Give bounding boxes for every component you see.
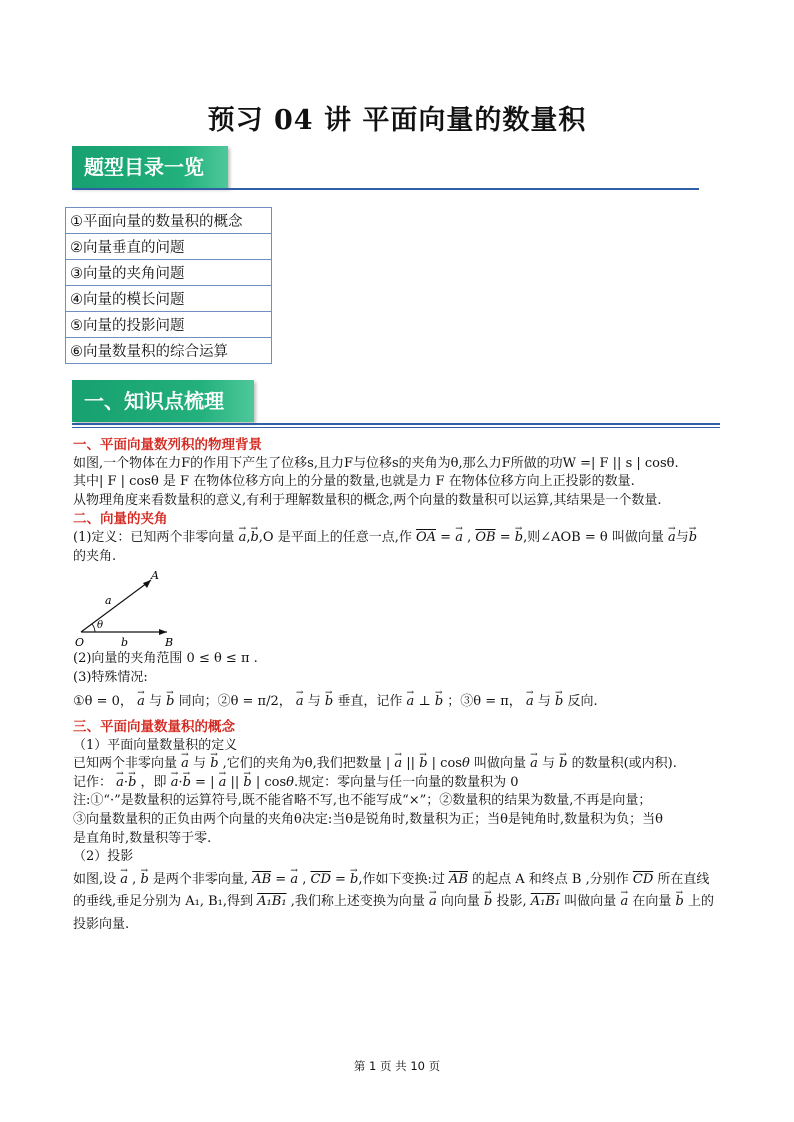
label-B: B	[165, 636, 174, 650]
section-rule	[72, 423, 720, 425]
text: 反向.	[567, 694, 598, 710]
heading-dot-product: 三、平面向量数量积的概念	[73, 718, 235, 735]
vector-a: → a	[137, 693, 145, 712]
vector-a: → a	[455, 529, 463, 548]
vector-a: → a	[296, 693, 304, 712]
vector-b: → b	[676, 893, 684, 912]
paragraph-projection-2	[73, 893, 733, 912]
vector-b: → b	[555, 693, 563, 712]
vector-b: → b	[210, 755, 218, 774]
vector-a1b1: A₁B₁	[530, 894, 561, 910]
paragraph-projection-1: 如图,设 → a , → b 是两个非零向量, $\overline{AB}$ = → a , $\overline{CD}$ = → b,作如下变换:过 $\overline{AB}$ 的起点 A 和终点 B ,分别作 $\overline{CD}$ 所在直线	[73, 871, 733, 890]
text: 垂直，记作	[337, 694, 403, 710]
section-tag-knowledge-label: 一、知识点梳理	[84, 389, 224, 413]
vector-ob: $\overline{OB}$	[475, 529, 496, 545]
text: 向向量	[440, 894, 480, 910]
paragraph: 从物理角度来看数量积的意义,有利于理解数量积的概念,两个向量的数量积可以运算,其结果是一个数量.	[73, 492, 662, 508]
vector-ab: $\overline{AB}$	[252, 871, 272, 887]
paragraph: （2）投影	[73, 849, 134, 865]
vector-b: → b	[689, 529, 697, 548]
paragraph: 如图,一个物体在力F的作用下产生了位移s,且力F与位移s的夹角为θ,那么力F所做的功W =| F || s | cosθ.	[73, 455, 679, 471]
page-footer: 第 1 页 共 10 页	[353, 1059, 441, 1073]
text: 如图,设	[73, 871, 117, 887]
heading-physics: 一、平面向量数列积的物理背景	[73, 437, 262, 453]
toc-item[interactable]: ①平面向量的数量积的概念	[66, 208, 272, 234]
vector-a: → a	[530, 755, 538, 774]
text: 的垂线,垂足分别为 A₁, B₁,得到	[73, 894, 254, 910]
vector-b: → b	[350, 871, 358, 890]
label-b: b	[121, 636, 129, 650]
text: ,我们称上述变换为向量	[290, 894, 425, 910]
vector-b: → b	[559, 755, 567, 774]
vector-b: → b	[243, 774, 251, 793]
vector-b: → b	[484, 893, 492, 912]
text: ,O 是平面上的任意一点,作	[258, 529, 412, 545]
section-rule-thin	[72, 427, 720, 428]
vector-b: → b	[183, 774, 191, 793]
paragraph: 的夹角.	[73, 548, 117, 564]
toc-item[interactable]: ⑤向量的投影问题	[66, 312, 272, 338]
vector-b: → b	[325, 693, 333, 712]
vector-cd: $\overline{CD}$	[632, 871, 654, 887]
text: ,则∠AOB = θ 叫做向量	[523, 529, 664, 545]
text: ,作如下变换:过	[358, 871, 445, 887]
toc-item[interactable]: ③向量的夹角问题	[66, 260, 272, 286]
toc-table	[65, 207, 272, 364]
text: 是两个非零向量,	[152, 871, 249, 887]
vector-a: → a	[181, 755, 189, 774]
vector-oa: $\overline{OA}$	[416, 529, 437, 545]
text: 所在直线	[657, 871, 710, 887]
label-A: A	[151, 570, 159, 583]
toc-item[interactable]: ④向量的模长问题	[66, 286, 272, 312]
paragraph: （1）平面向量数量积的定义	[73, 737, 238, 753]
paragraph-definition: 已知两个非零向量 → a 与 → b ,它们的夹角为θ,我们把数量 | → a || → b | cosθ 叫做向量 → a 与 → b 的数量积(或内积).	[73, 755, 733, 774]
toc-item[interactable]: ⑥向量数量积的综合运算	[66, 338, 272, 364]
vector-a: → a	[407, 693, 415, 712]
toc-item[interactable]: ②向量垂直的问题	[66, 234, 272, 260]
text: ①θ = 0，	[73, 694, 133, 710]
vector-a: → a	[239, 529, 247, 548]
label-theta: θ	[97, 620, 104, 632]
text: ,它们的夹角为θ,我们把数量	[222, 756, 382, 772]
vector-ab: $\overline{AB}$	[449, 871, 468, 887]
vector-cd: $\overline{CD}$	[310, 871, 331, 887]
vector-a: → a	[394, 755, 402, 774]
content-body	[73, 436, 733, 934]
vector-b: → b	[250, 529, 258, 548]
paragraph: 其中| F | cosθ 是 F 在物体位移方向上的分量的数量,也就是力 F 在物体位移方向上正投影的数量.	[73, 474, 635, 490]
vector-b: → b	[419, 755, 427, 774]
vector-a: → a	[171, 774, 179, 793]
vector-b: → b	[515, 529, 523, 548]
arrow-head-a	[143, 580, 151, 588]
heading-angle: 二、向量的夹角	[73, 511, 168, 528]
section-tag-toc-label: 题型目录一览	[84, 155, 204, 179]
vector-a: → a	[526, 693, 534, 712]
vector-a: → a	[668, 529, 676, 548]
vector-a: → a	[116, 774, 124, 793]
vector-b: → b	[166, 693, 174, 712]
page-title: 预习 04 讲 平面向量的数量积	[207, 105, 587, 136]
arrow-head-b	[159, 629, 167, 635]
label-a: a	[105, 594, 112, 608]
vector-a1b1: A₁B₁	[257, 894, 287, 910]
paragraph-special-cases: ①θ = 0， → a 与 → b 同向；②θ = π/2， → a 与 → b 垂直，记作 → a ⊥ → b ；③θ = π， → a 与 → b 反向.	[73, 693, 733, 712]
section-tag-knowledge	[72, 380, 254, 422]
text: ，即	[140, 774, 167, 790]
text: 在向量	[632, 894, 672, 910]
vector-a: → a	[620, 893, 628, 912]
angle-arc	[92, 624, 95, 632]
text: 投影,	[496, 894, 527, 910]
text: 叫做向量	[564, 894, 617, 910]
text: 已知两个非零向量	[73, 756, 178, 772]
vector-b: → b	[140, 871, 148, 890]
section-rule	[72, 188, 699, 190]
vector-b: → b	[435, 693, 443, 712]
text: 的起点 A 和终点 B ,分别作	[472, 871, 629, 887]
label-O: O	[75, 636, 85, 650]
vector-b: → b	[128, 774, 136, 793]
paragraph: 是直角时,数量积等于零.	[73, 830, 212, 846]
paragraph: (2)向量的夹角范围 0 ≤ θ ≤ π .	[73, 651, 258, 667]
text: 与	[675, 529, 689, 545]
text: .规定：零向量与任一向量的数量积为 0	[293, 774, 519, 790]
text: (1)定义：已知两个非零向量	[73, 529, 235, 545]
vector-a: → a	[290, 871, 298, 890]
vector-a: → a	[219, 774, 227, 793]
paragraph: (3)特殊情况:	[73, 669, 148, 685]
section-tag-toc	[72, 146, 228, 188]
paragraph-angle-def: (1)定义：已知两个非零向量 → a,→ b,O 是平面上的任意一点,作 $\overline{OA}$ = → a , $\overline{OB}$ = → b,则∠AOB = θ 叫做向量 → a与→ b	[73, 529, 733, 548]
paragraph: 注:①“·”是数量积的运算符号,既不能省略不写,也不能写成“×”；②数量积的结果为数量,不再是向量；	[73, 793, 652, 809]
paragraph-notation: 记作： → a·→ b ，即 → a·→ b = | → a || → b | cosθ.规定：零向量与任一向量的数量积为 0	[73, 774, 733, 793]
segment-oa	[81, 580, 151, 632]
angle-diagram	[75, 570, 185, 650]
text: 叫做向量	[473, 756, 526, 772]
paragraph: 投影向量.	[73, 916, 130, 932]
text: 的数量积(或内积).	[571, 756, 677, 772]
text: 上的	[687, 894, 714, 910]
vector-a: → a	[429, 893, 437, 912]
paragraph: ③向量数量积的正负由两个向量的夹角θ决定:当θ是锐角时,数量积为正；当θ是钝角时,数量积为负；当θ	[73, 811, 663, 827]
text: ；③θ = π，	[447, 694, 522, 710]
text: 记作：	[73, 774, 113, 790]
vector-a: → a	[120, 871, 128, 890]
text: 同向；②θ = π/2，	[178, 694, 292, 710]
